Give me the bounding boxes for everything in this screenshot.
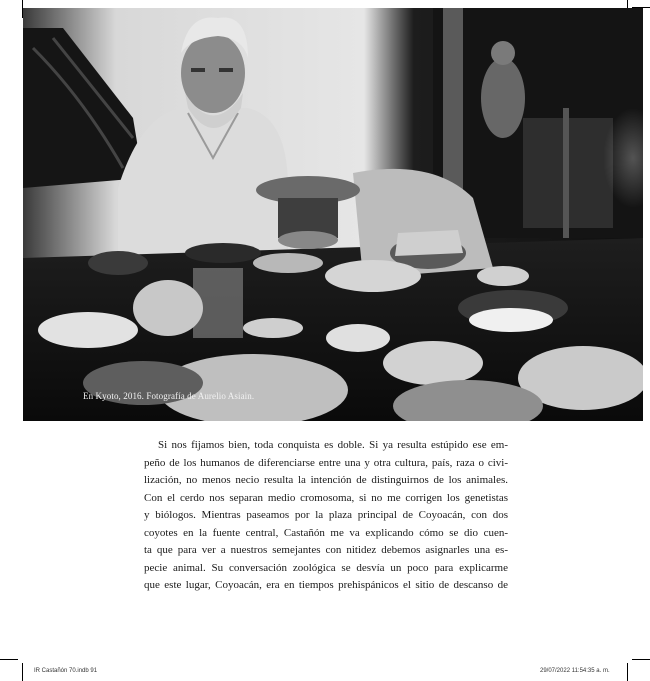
- text-line: lización, no menos necio resulta la intención de distinguirnos de los animales.: [144, 474, 508, 486]
- photo-caption: En Kyoto, 2016. Fotografía de Aurelio Asiain.: [83, 391, 255, 401]
- text-line: Con el cerdo nos separan medio cromosoma, si no me corrigen los genetistas: [144, 491, 508, 504]
- text-line: y biólogos. Mientras paseamos por la plaza principal de Coyoacán, con dos: [144, 509, 508, 521]
- crop-mark: [22, 663, 23, 681]
- photograph: [23, 8, 643, 421]
- crop-mark: [627, 663, 628, 681]
- crop-mark: [632, 659, 650, 660]
- text-line: peño de los humanos de diferenciarse entre una y otra cultura, país, raza o civi-: [144, 456, 508, 469]
- print-slug-timestamp: 29/07/2022 11:54:35 a. m.: [540, 668, 610, 674]
- text-line: Si nos fijamos bien, toda conquista es doble. Si ya resulta estúpido ese em-: [158, 439, 508, 451]
- text-line: que este lugar, Coyoacán, era en tiempos prehispánicos el sitio de descanso de: [144, 579, 508, 591]
- body-paragraph: [144, 437, 508, 595]
- text-line: pecie animal. Su conversación zoológica se desvía un poco para explicarme: [144, 561, 508, 574]
- text-line: ta que para ver a nuestros semejantes con nitidez debemos asignarles una es-: [144, 544, 508, 556]
- photo-illustration: [23, 8, 643, 421]
- text-line: coyotes en la fuente central, Castañón me va explicando cómo se dio cuen-: [144, 526, 508, 539]
- print-slug-file: IR Castañón 70.indb 91: [34, 668, 98, 674]
- crop-mark: [0, 659, 18, 660]
